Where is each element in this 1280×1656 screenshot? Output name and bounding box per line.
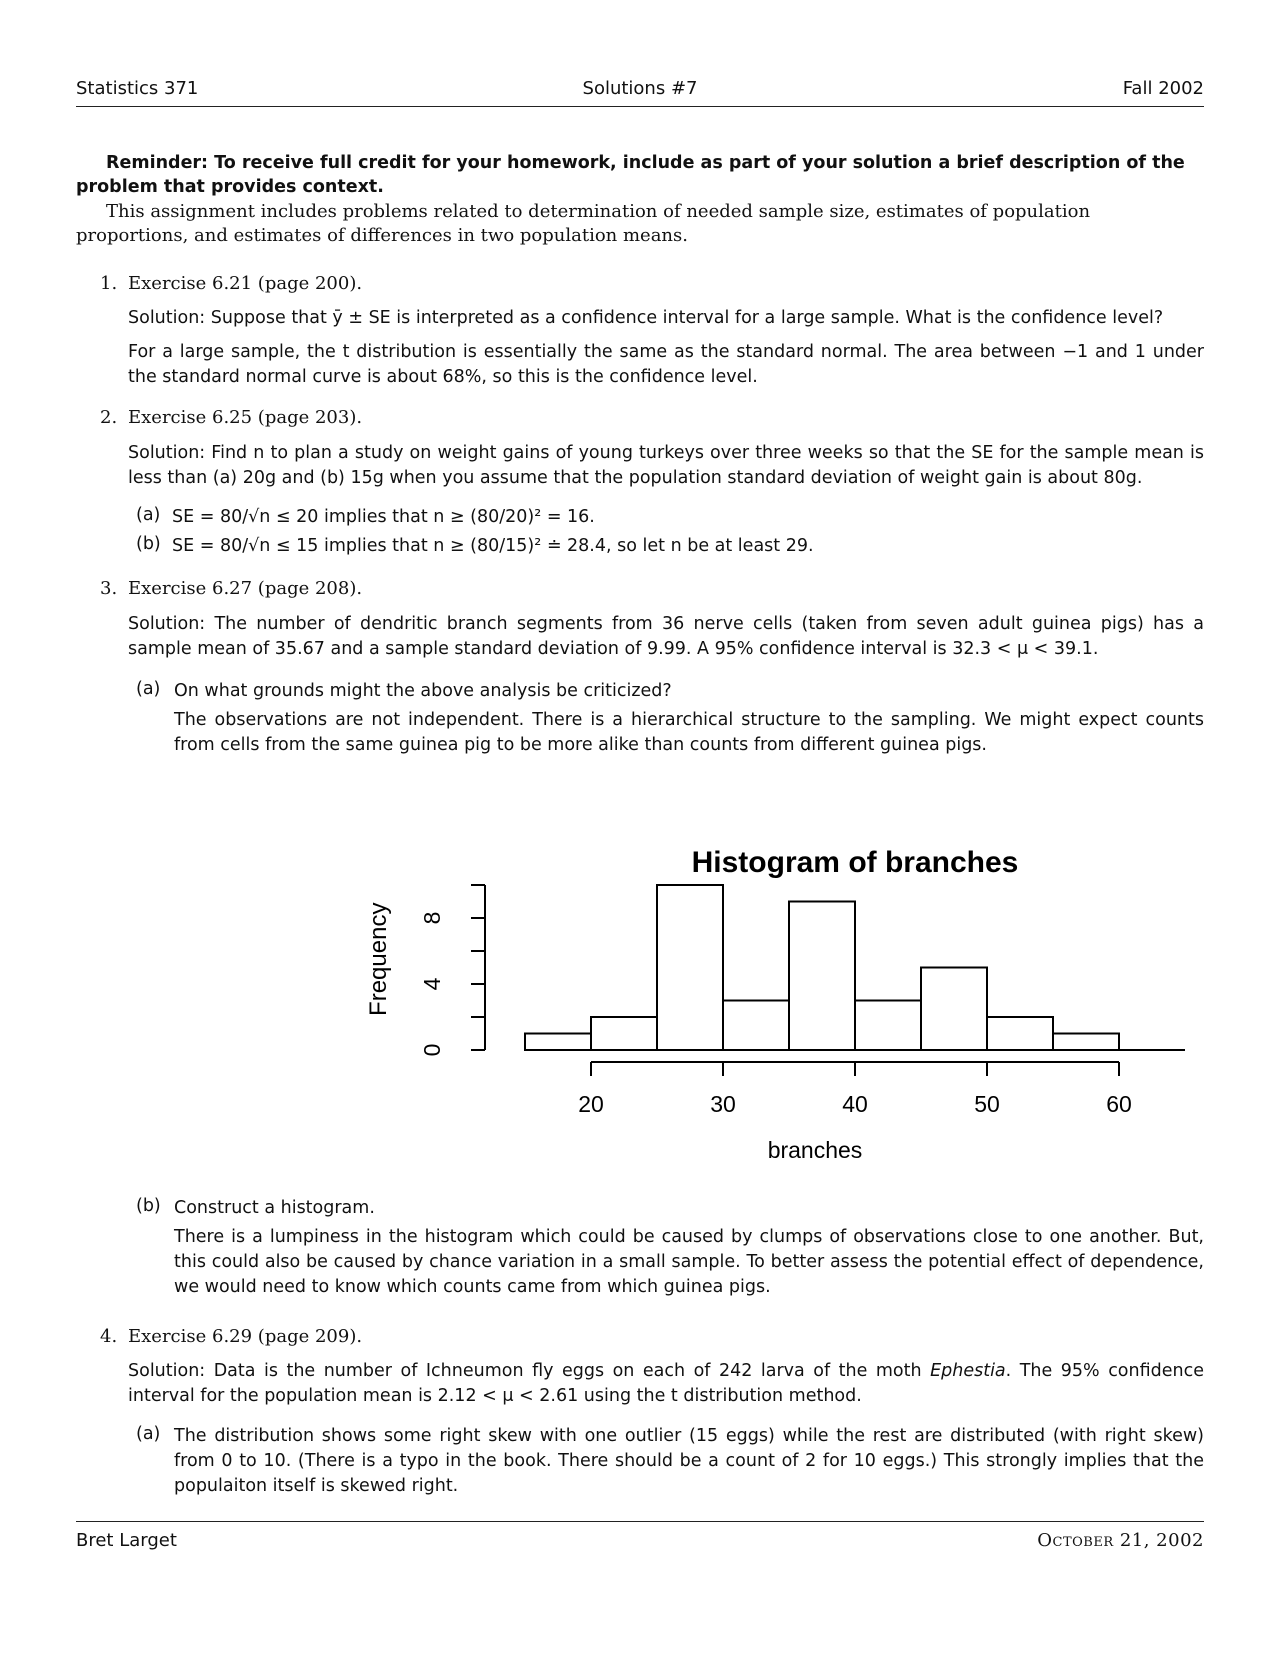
part-label: (a) [136, 505, 161, 525]
footer-date: October 21, 2002 [1037, 1530, 1204, 1551]
item-title: Exercise 6.29 (page 209). [128, 1326, 363, 1347]
y-tick-label: 8 [419, 911, 445, 925]
histogram-bar [987, 1017, 1053, 1050]
item-number: 4. [100, 1326, 118, 1347]
histogram-bar [789, 902, 855, 1051]
part-answer: There is a lumpiness in the histogram which could be caused by clumps of observations close to one another. But, this could also be caused by chance variation in a small sample. To better assess the potential effect of dependence, we would need to know which counts came from which guinea pigs. [174, 1227, 1204, 1297]
part-answer: The observations are not independent. There is a hierarchical structure to the sampling. We might expect counts from cells from the same guinea pig to be more alike than counts from different guinea pigs. [174, 710, 1204, 755]
document-title: Solutions #7 [582, 78, 698, 99]
reminder-text: Reminder: To receive full credit for your homework, include as part of your solution a brief description of the problem that provides context. [76, 153, 1185, 197]
item-number: 1. [100, 273, 118, 294]
species-name: Ephestia [930, 1361, 1006, 1381]
solution-text: Solution: Data is the number of Ichneumon fly eggs on each of 242 larva of the moth [128, 1361, 931, 1381]
x-axis-label: branches [767, 1137, 863, 1163]
y-tick-label: 0 [419, 1043, 445, 1057]
histogram-chart [365, 800, 1210, 1180]
histogram-bar [855, 1001, 921, 1051]
item-solution [128, 1359, 1204, 1409]
x-tick-label: 20 [578, 1091, 604, 1117]
item-answer: For a large sample, the t distribution is essentially the same as the standard normal. The area between −1 and 1 under the standard normal curve is about 68%, so this is the confidence level. [128, 342, 1204, 387]
item-solution: Solution: Find n to plan a study on weight gains of young turkeys over three weeks so that the SE for the sample mean is less than (a) 20g and (b) 15g when you assume that the population standard deviation of weight gain is about 80g. [128, 443, 1204, 488]
running-footer [76, 1521, 1204, 1560]
item-solution: Solution: The number of dendritic branch segments from 36 nerve cells (taken from seven adult guinea pigs) has a sample mean of 35.67 and a sample standard deviation of 9.99. A 95% confidence interval is 32.3 < μ < 39.1. [128, 614, 1204, 659]
histogram-bar [591, 1017, 657, 1050]
item-number: 2. [100, 407, 118, 428]
item-title: Exercise 6.25 (page 203). [128, 407, 363, 428]
y-tick-label: 4 [419, 977, 445, 991]
y-axis-label: Frequency [365, 902, 392, 1016]
histogram-bar [525, 1034, 591, 1051]
part-text: SE = 80/√n ≤ 15 implies that n ≥ (80/15)² ≐ 28.4, so let n be at least 29. [172, 536, 814, 556]
item-solution: Solution: Suppose that ȳ ± SE is interpreted as a confidence interval for a large sample. What is the confidence level? [128, 308, 1164, 328]
part-text: SE = 80/√n ≤ 20 implies that n ≥ (80/20)² = 16. [172, 507, 595, 527]
x-tick-label: 30 [710, 1091, 736, 1117]
x-tick-label: 40 [842, 1091, 868, 1117]
running-header [76, 78, 1204, 107]
x-tick-label: 60 [1106, 1091, 1132, 1117]
part-label: (a) [136, 679, 161, 699]
part-question: Construct a histogram. [174, 1198, 375, 1218]
author-name: Bret Larget [76, 1530, 177, 1551]
part-question: On what grounds might the above analysis be criticized? [174, 681, 672, 701]
item-title: Exercise 6.27 (page 208). [128, 578, 363, 599]
histogram-bar [723, 1001, 789, 1051]
part-label: (b) [136, 1196, 161, 1216]
term: Fall 2002 [1122, 78, 1204, 99]
item-number: 3. [100, 578, 118, 599]
part-label: (b) [136, 534, 161, 554]
solution-text: . The 95% confidence interval for the population mean is 2.12 < μ < 2.61 using the t distribution method. [128, 1361, 1204, 1406]
course-name: Statistics 371 [76, 78, 199, 99]
item-title: Exercise 6.21 (page 200). [128, 273, 363, 294]
histogram-bar [657, 885, 723, 1050]
histogram-bar [921, 968, 987, 1051]
histogram-bar [1053, 1034, 1119, 1051]
x-tick-label: 50 [974, 1091, 1000, 1117]
part-answer: The distribution shows some right skew with one outlier (15 eggs) while the rest are distributed (with right skew) from 0 to 10. (There is a typo in the book. There should be a count of 2 for 10 eggs.) This strongly implies that the populaiton itself is skewed right. [174, 1426, 1204, 1496]
intro-text: This assignment includes problems related to determination of needed sample size, estimates of population proportions, and estimates of differences in two population means. [76, 201, 1091, 246]
chart-title: Histogram of branches [691, 846, 1019, 879]
part-label: (a) [136, 1424, 161, 1444]
